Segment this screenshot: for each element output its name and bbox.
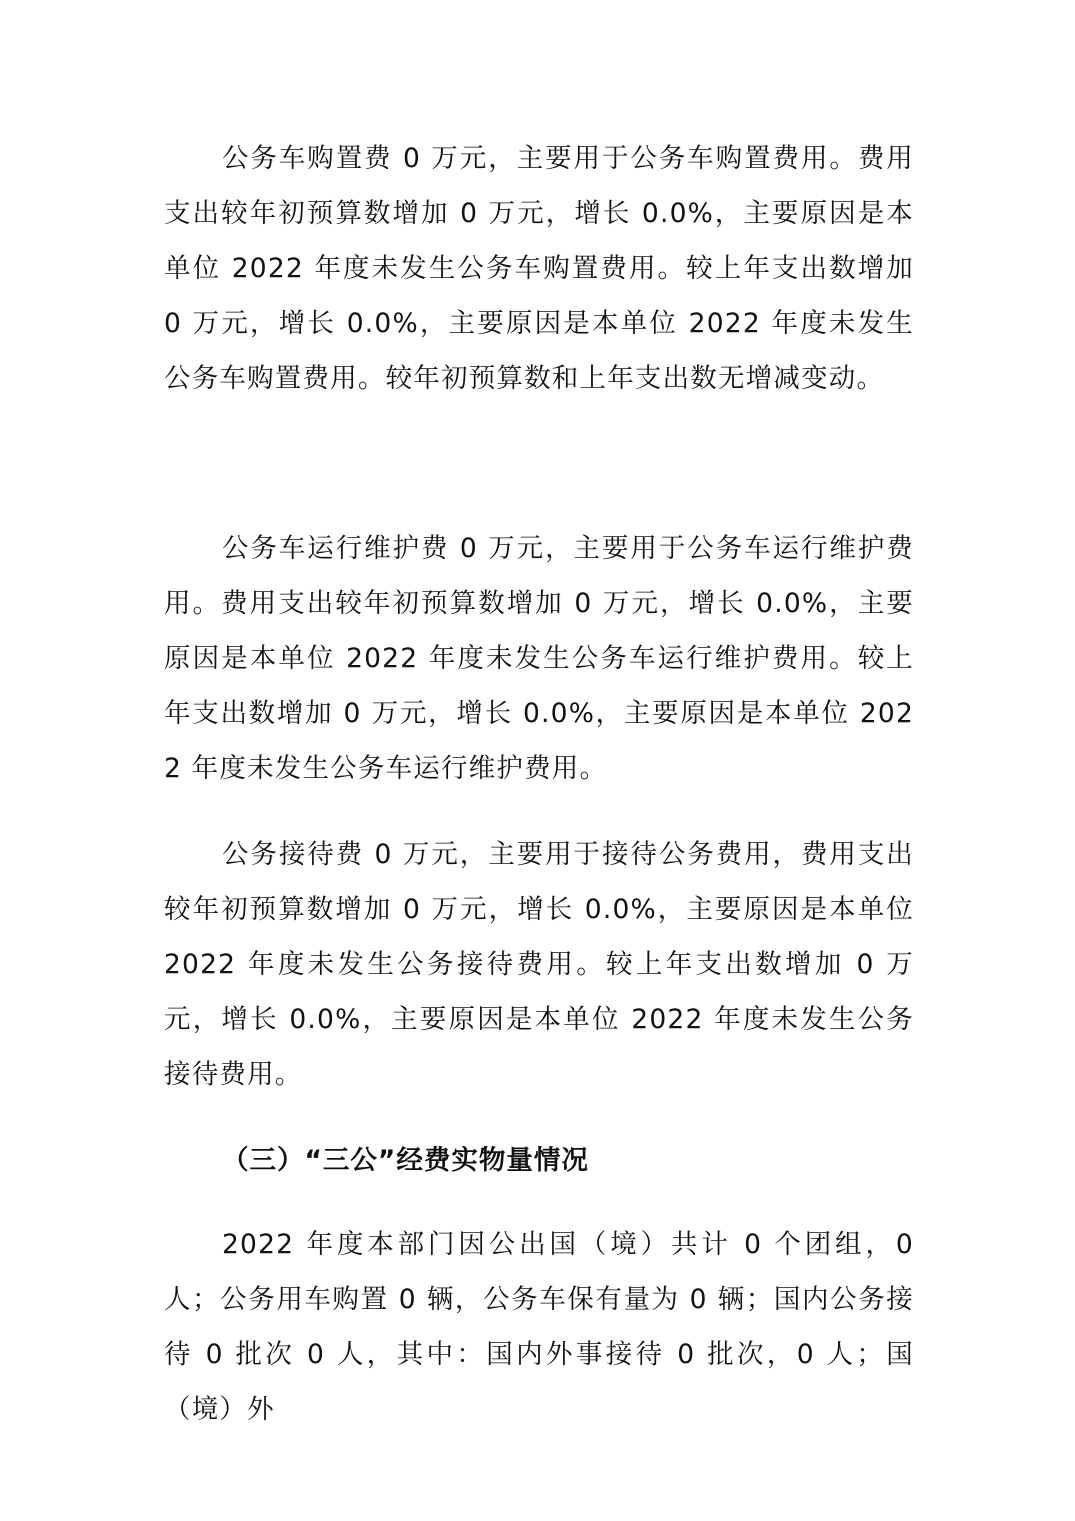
paragraph-vehicle-purchase: 公务车购置费 0 万元，主要用于公务车购置费用。费用支出较年初预算数增加 0 万元，增长 0.0%，主要原因是本单位 2022 年度未发生公务车购置费用。较上年支出数增加 0 万元，增长 0.0%，主要原因是本单位 2022 年度未发生公务车购置费用。较年初预算数和上年支出数无增减变动。: [164, 143, 914, 394]
section-heading: （三）“三公”经费实物量情况: [222, 1145, 589, 1176]
paragraph-vehicle-maintenance: 公务车运行维护费 0 万元，主要用于公务车运行维护费用。费用支出较年初预算数增加 0 万元，增长 0.0%，主要原因是本单位 2022 年度未发生公务车运行维护费用。较上年支出数增加 0 万元，增长 0.0%，主要原因是本单位 2022 年度未发生公务车运行维护费用。: [164, 533, 914, 784]
paragraph-official-reception: 公务接待费 0 万元，主要用于接待公务费用，费用支出较年初预算数增加 0 万元，增长 0.0%，主要原因是本单位 2022 年度未发生公务接待费用。较上年支出数增加 0 万元，增长 0.0%，主要原因是本单位 2022 年度未发生公务接待费用。: [164, 839, 914, 1090]
paragraph-physical-quantity: 2022 年度本部门因公出国（境）共计 0 个团组，0 人；公务用车购置 0 辆，公务车保有量为 0 辆；国内公务接待 0 批次 0 人，其中：国内外事接待 0 批次，0 人；国（境）外: [164, 1229, 914, 1425]
